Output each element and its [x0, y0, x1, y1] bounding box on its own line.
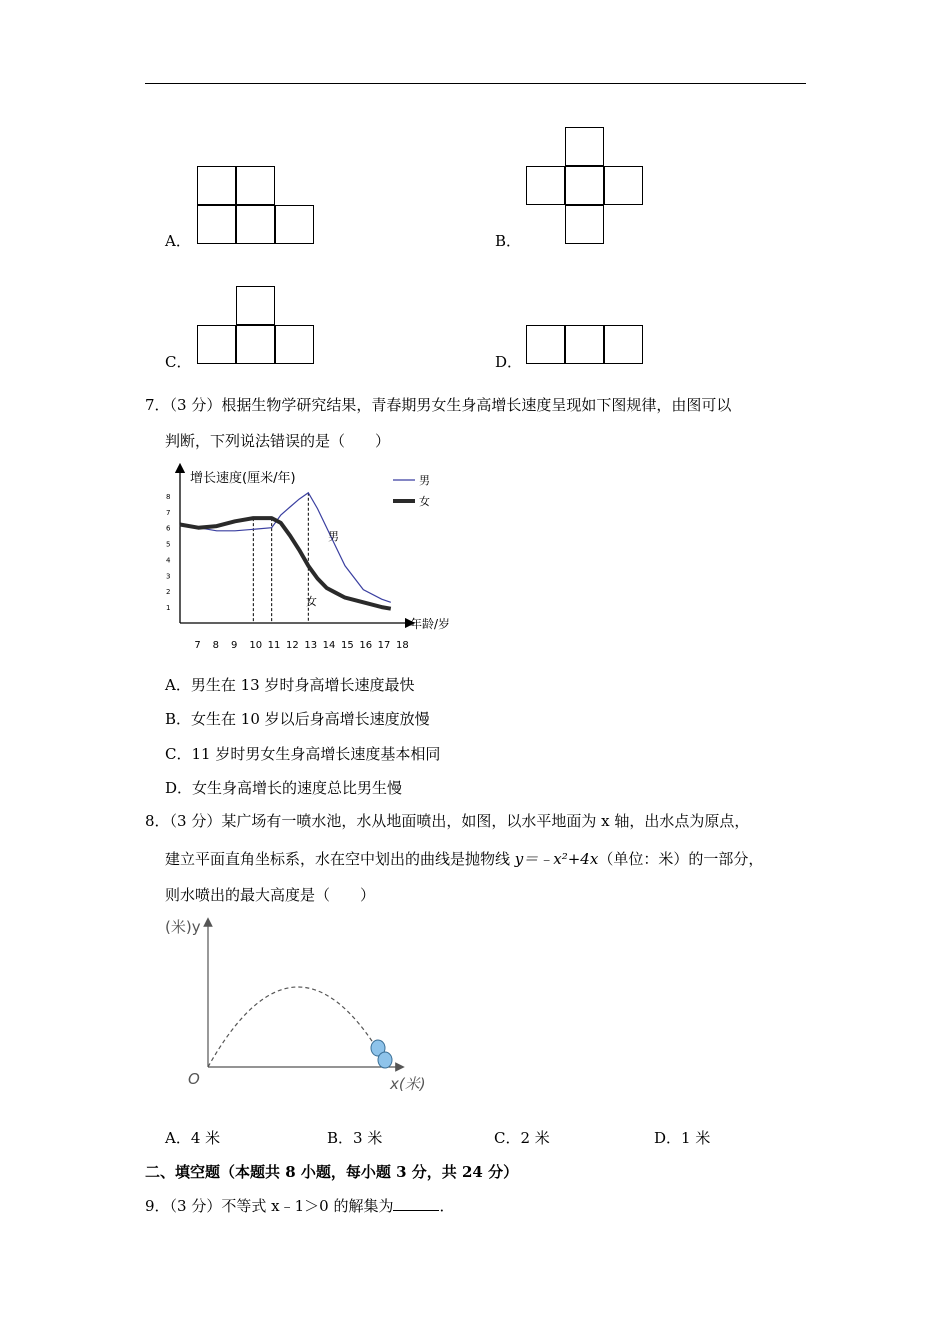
x-tick-label: 14	[322, 640, 336, 651]
q8-formula: y＝﹣x²+4x	[514, 850, 599, 868]
parabola-curve	[208, 987, 388, 1067]
y-tick-label: 8	[166, 492, 171, 501]
q7-choice-a[interactable]: A．男生在 13 岁时身高增长速度最快	[165, 676, 415, 694]
q8-stem-line2-a: 建立平面直角坐标系，水在空中划出的曲线是抛物线	[165, 850, 515, 868]
q8-stem-line2-b: （单位：米）的一部分，	[598, 850, 764, 868]
x-tick-label: 7	[194, 640, 201, 651]
y-tick-label: 6	[166, 524, 171, 533]
option-label: B．	[495, 232, 522, 250]
y-axis-label: (米)y	[165, 918, 201, 936]
section-2-title: 二、填空题（本题共 8 小题，每小题 3 分，共 24 分）	[145, 1163, 519, 1181]
x-tick-label: 18	[396, 640, 409, 651]
q8-choice-d[interactable]: D．1 米	[654, 1129, 711, 1147]
q7-stem-line2: 判断，下列说法错误的是（ ）	[165, 432, 391, 450]
girl-curve-label: 女	[306, 595, 317, 608]
q8-choice-b[interactable]: B．3 米	[327, 1129, 383, 1147]
boy-series-line	[180, 493, 391, 603]
x-axis-label: x(米)	[390, 1075, 426, 1092]
q8-choice-c[interactable]: C．2 米	[494, 1129, 550, 1147]
x-tick-label: 13	[304, 640, 318, 651]
water-drop-icon	[378, 1052, 392, 1068]
boy-curve-label: 男	[328, 530, 339, 543]
girl-series-line	[180, 518, 391, 609]
y-tick-label: 5	[166, 540, 171, 549]
y-tick-label: 4	[166, 556, 171, 565]
option-label: D．	[495, 353, 523, 371]
q8-stem-line3: 则水喷出的最大高度是（ ）	[165, 886, 376, 904]
x-tick-label: 11	[267, 640, 281, 651]
y-tick-label: 3	[166, 572, 171, 581]
q9-answer-blank[interactable]	[393, 1196, 439, 1211]
legend-girl-label: 女	[419, 495, 430, 508]
option-label: A．	[165, 232, 191, 250]
chart-legend	[393, 474, 430, 508]
q7-growth-chart	[160, 460, 460, 660]
y-tick-label: 7	[166, 508, 171, 517]
q9-stem-end: ．	[439, 1197, 455, 1215]
x-axis-label: 年龄/岁	[410, 617, 451, 631]
q8-choice-a[interactable]: A．4 米	[165, 1129, 221, 1147]
x-tick-label: 12	[286, 640, 299, 651]
x-tick-label: 10	[249, 640, 263, 651]
q9-stem-text: 9．（3 分）不等式 x﹣1＞0 的解集为	[145, 1197, 394, 1215]
q9-stem	[145, 1196, 454, 1216]
q7-choice-b[interactable]: B．女生在 10 岁以后身高增长速度放慢	[165, 710, 430, 728]
q7-stem-line1: 7．（3 分）根据生物学研究结果，青春期男女生身高增长速度呈现如下图规律，由图可以	[145, 396, 732, 414]
q8-stem-line2	[165, 849, 763, 869]
header-rule	[145, 83, 806, 84]
x-tick-label: 15	[341, 640, 354, 651]
q8-stem-line1: 8．（3 分）某广场有一喷水池，水从地面喷出，如图，以水平地面为 x 轴，出水点为原点，	[145, 812, 750, 830]
q7-choice-c[interactable]: C．11 岁时男女生身高增长速度基本相同	[165, 745, 441, 763]
option-label: C．	[165, 353, 192, 371]
q8-fountain-figure	[160, 912, 440, 1092]
y-axis-label: 增长速度(厘米/年)	[190, 471, 296, 486]
x-tick-label: 17	[377, 640, 391, 651]
y-tick-label: 1	[166, 604, 171, 613]
x-tick-label: 16	[359, 640, 373, 651]
y-tick-label: 2	[166, 588, 171, 597]
origin-label: O	[188, 1070, 200, 1088]
q7-choice-d[interactable]: D．女生身高增长的速度总比男生慢	[165, 779, 403, 797]
legend-boy-label: 男	[419, 474, 430, 487]
x-tick-label: 8	[212, 640, 220, 651]
x-tick-label: 9	[231, 640, 238, 651]
